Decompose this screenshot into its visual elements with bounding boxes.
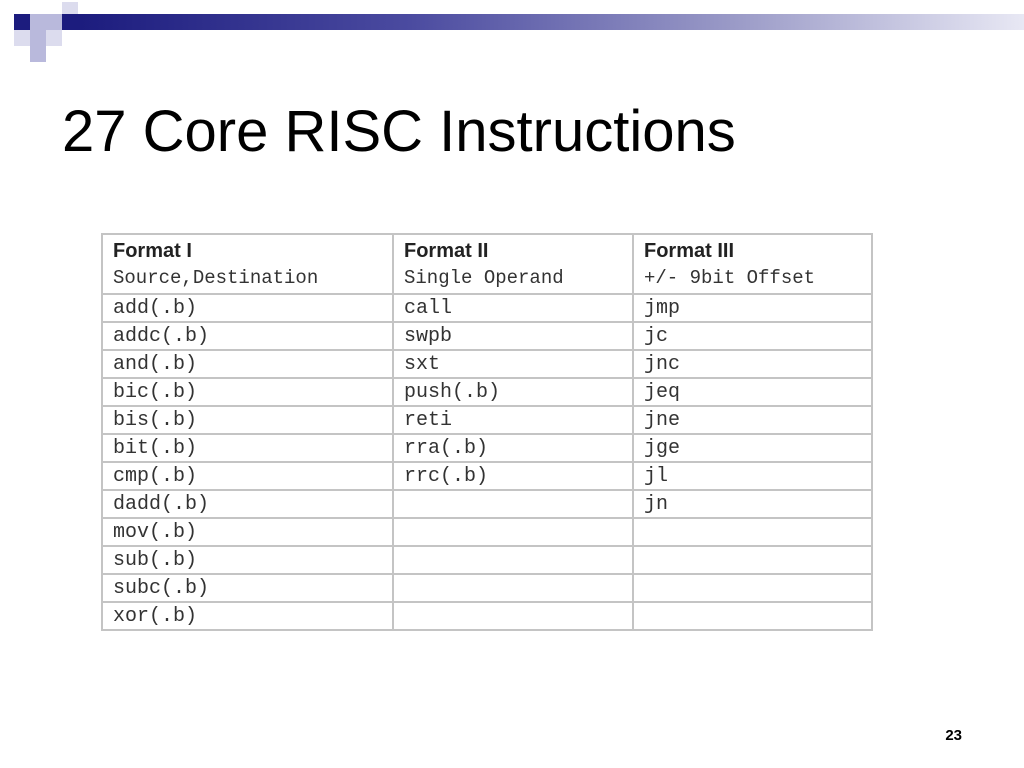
table-header-cell (633, 234, 872, 294)
header-format-subtitle: Source,Destination (113, 267, 319, 289)
instruction-cell (633, 574, 872, 602)
table-row (102, 574, 872, 602)
instruction-cell: jn (633, 490, 872, 518)
instruction-cell (393, 518, 633, 546)
instruction-cell: swpb (393, 322, 633, 350)
table-row (102, 378, 872, 406)
instruction-cell: jnc (633, 350, 872, 378)
table-row (102, 434, 872, 462)
table-row (102, 322, 872, 350)
corner-square-pale (62, 2, 78, 14)
table-row (102, 462, 872, 490)
header-format-title: Format III (644, 240, 735, 262)
header-format-title: Format II (404, 240, 489, 262)
instruction-cell: jc (633, 322, 872, 350)
instruction-cell: jge (633, 434, 872, 462)
table-header-cell (102, 234, 393, 294)
table-row (102, 602, 872, 630)
instruction-cell: jeq (633, 378, 872, 406)
instruction-table (101, 233, 873, 631)
corner-square-lavender (30, 46, 46, 62)
instruction-cell: push(.b) (393, 378, 633, 406)
instruction-cell: bis(.b) (102, 406, 393, 434)
table-row (102, 490, 872, 518)
instruction-cell: dadd(.b) (102, 490, 393, 518)
table-row (102, 406, 872, 434)
instruction-cell: rra(.b) (393, 434, 633, 462)
instruction-cell: call (393, 294, 633, 322)
table-row (102, 546, 872, 574)
table-header-cell (393, 234, 633, 294)
header-format-title: Format I (113, 240, 192, 262)
instruction-cell (633, 546, 872, 574)
slide-title: 27 Core RISC Instructions (62, 99, 736, 164)
instruction-cell (393, 574, 633, 602)
instruction-cell: xor(.b) (102, 602, 393, 630)
header-format-subtitle: Single Operand (404, 267, 564, 289)
corner-square-navy (62, 14, 80, 30)
instruction-cell: jmp (633, 294, 872, 322)
instruction-cell: jl (633, 462, 872, 490)
instruction-cell: sub(.b) (102, 546, 393, 574)
corner-square-navy (14, 14, 30, 30)
instruction-cell (633, 518, 872, 546)
instruction-cell (393, 490, 633, 518)
table-header-row (102, 234, 872, 294)
instruction-cell: rrc(.b) (393, 462, 633, 490)
instruction-cell: reti (393, 406, 633, 434)
instruction-cell: subc(.b) (102, 574, 393, 602)
table-row (102, 350, 872, 378)
corner-square-lavender (30, 14, 46, 30)
instruction-cell: jne (633, 406, 872, 434)
header-gradient-bar (80, 14, 1024, 30)
instruction-cell: addc(.b) (102, 322, 393, 350)
instruction-cell: bit(.b) (102, 434, 393, 462)
instruction-cell (393, 546, 633, 574)
instruction-cell: and(.b) (102, 350, 393, 378)
corner-square-pale (14, 30, 30, 46)
corner-square-lavender (30, 30, 46, 46)
corner-square-lavender (46, 14, 62, 30)
corner-square-pale (46, 30, 62, 46)
table-row (102, 294, 872, 322)
instruction-cell: sxt (393, 350, 633, 378)
instruction-cell (393, 602, 633, 630)
page-number: 23 (945, 727, 962, 744)
table-row (102, 518, 872, 546)
instruction-cell (633, 602, 872, 630)
instruction-cell: cmp(.b) (102, 462, 393, 490)
header-format-subtitle: +/- 9bit Offset (644, 267, 816, 289)
instruction-cell: bic(.b) (102, 378, 393, 406)
instruction-cell: mov(.b) (102, 518, 393, 546)
instruction-cell: add(.b) (102, 294, 393, 322)
